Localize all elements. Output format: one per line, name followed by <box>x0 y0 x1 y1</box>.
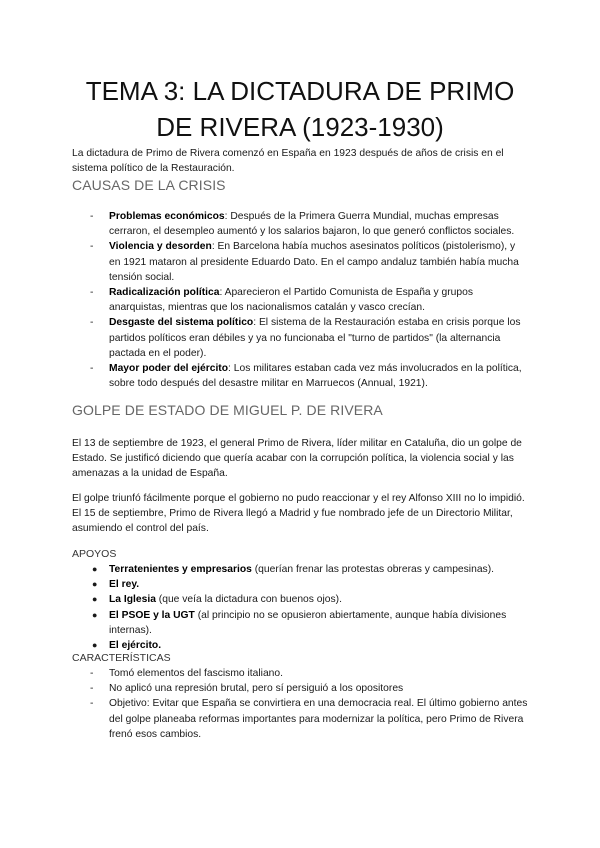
caracteristicas-heading: CARACTERÍSTICAS <box>72 652 171 664</box>
list-item: - Tomó elementos del fascismo italiano. <box>109 666 529 681</box>
causas-list <box>90 209 527 391</box>
list-item: - Problemas económicos: Después de la Primera Guerra Mundial, muchas empresas cerraron, el desempleo aumentó y los salarios bajaron, lo que generó conflictos sociales. <box>90 211 515 238</box>
list-item: ● El rey. <box>109 577 529 592</box>
bullet-dot-icon: ● <box>92 594 98 605</box>
intro-paragraph: La dictadura de Primo de Rivera comenzó en España en 1923 después de años de crisis en el sistema político de la Restauración. <box>72 148 504 175</box>
golpe-paragraph-2: El golpe triunfó fácilmente porque el gobierno no pudo reaccionar y el rey Alfonso XIII no lo impidió. El 15 de septiembre, Primo de Rivera llegó a Madrid y fue nombrado jefe de un Directorio Militar, asumiendo el control del país. <box>72 493 525 535</box>
list-item: - Mayor poder del ejército: Los militares estaban cada vez más involucrados en la política, sobre todo después del desastre militar en Marruecos (Annual, 1921). <box>90 363 522 390</box>
dash-bullet: - <box>90 287 94 299</box>
caracteristicas-list <box>90 666 529 742</box>
apoyos-heading: APOYOS <box>72 548 117 560</box>
list-item: - Violencia y desorden: En Barcelona había muchos asesinatos políticos (pistolerismo), y en 1921 mataron al presidente Eduardo Dato. En el campo andaluz también había mucha tensión social. <box>90 241 519 283</box>
list-item: - Objetivo: Evitar que España se convirtiera en una democracia real. El último gobierno antes del golpe planeaba reformas importantes para modernizar la política, pero Primo de Rivera frenó esos cambios. <box>90 698 528 740</box>
dash-bullet: - <box>90 363 94 375</box>
dash-bullet: - <box>90 241 94 253</box>
golpe-paragraph-1: El 13 de septiembre de 1923, el general Primo de Rivera, líder militar en Cataluña, dio un golpe de Estado. Se justificó diciendo que quería acabar con la corrupción política, la violencia social y las amenazas a la unidad de España. <box>72 438 522 480</box>
list-item: ● El ejército. <box>109 638 529 653</box>
bullet-dot-icon: ● <box>92 609 98 620</box>
dash-bullet: - <box>90 683 94 695</box>
title-line-2: DE RIVERA (1923-1930) <box>156 112 444 142</box>
dash-bullet: - <box>90 211 94 222</box>
dash-bullet: - <box>90 668 94 679</box>
dash-bullet: - <box>90 317 94 329</box>
bullet-dot-icon: ● <box>92 564 98 574</box>
title-line-1: TEMA 3: LA DICTADURA DE PRIMO <box>85 76 515 106</box>
list-item: ● Terratenientes y empresarios (querían frenar las protestas obreras y campesinas). <box>109 562 529 577</box>
causas-heading: CAUSAS DE LA CRISIS <box>72 177 226 193</box>
page-title <box>60 73 540 145</box>
list-item: ● La Iglesia (que veía la dictadura con buenos ojos). <box>109 592 529 607</box>
list-item: - No aplicó una represión brutal, pero sí persiguió a los opositores <box>109 681 529 696</box>
dash-bullet: - <box>90 698 94 710</box>
golpe-heading: GOLPE DE ESTADO DE MIGUEL P. DE RIVERA <box>72 402 383 418</box>
bullet-dot-icon: ● <box>92 579 98 590</box>
bullet-dot-icon: ● <box>92 640 98 651</box>
list-item: - Desgaste del sistema político: El sistema de la Restauración estaba en crisis porque los partidos políticos eran débiles y ya no funcionaba el "turno de partidos" (la alternancia pactada en el poder). <box>90 317 521 359</box>
apoyos-list <box>92 562 529 653</box>
list-item: - Radicalización política: Aparecieron el Partido Comunista de España y grupos anarquistas, mientras que los nacionalismos catalán y vasco crecían. <box>90 287 474 314</box>
list-item: ● El PSOE y la UGT (al principio no se opusieron abiertamente, aunque había divisiones internas). <box>92 609 507 636</box>
